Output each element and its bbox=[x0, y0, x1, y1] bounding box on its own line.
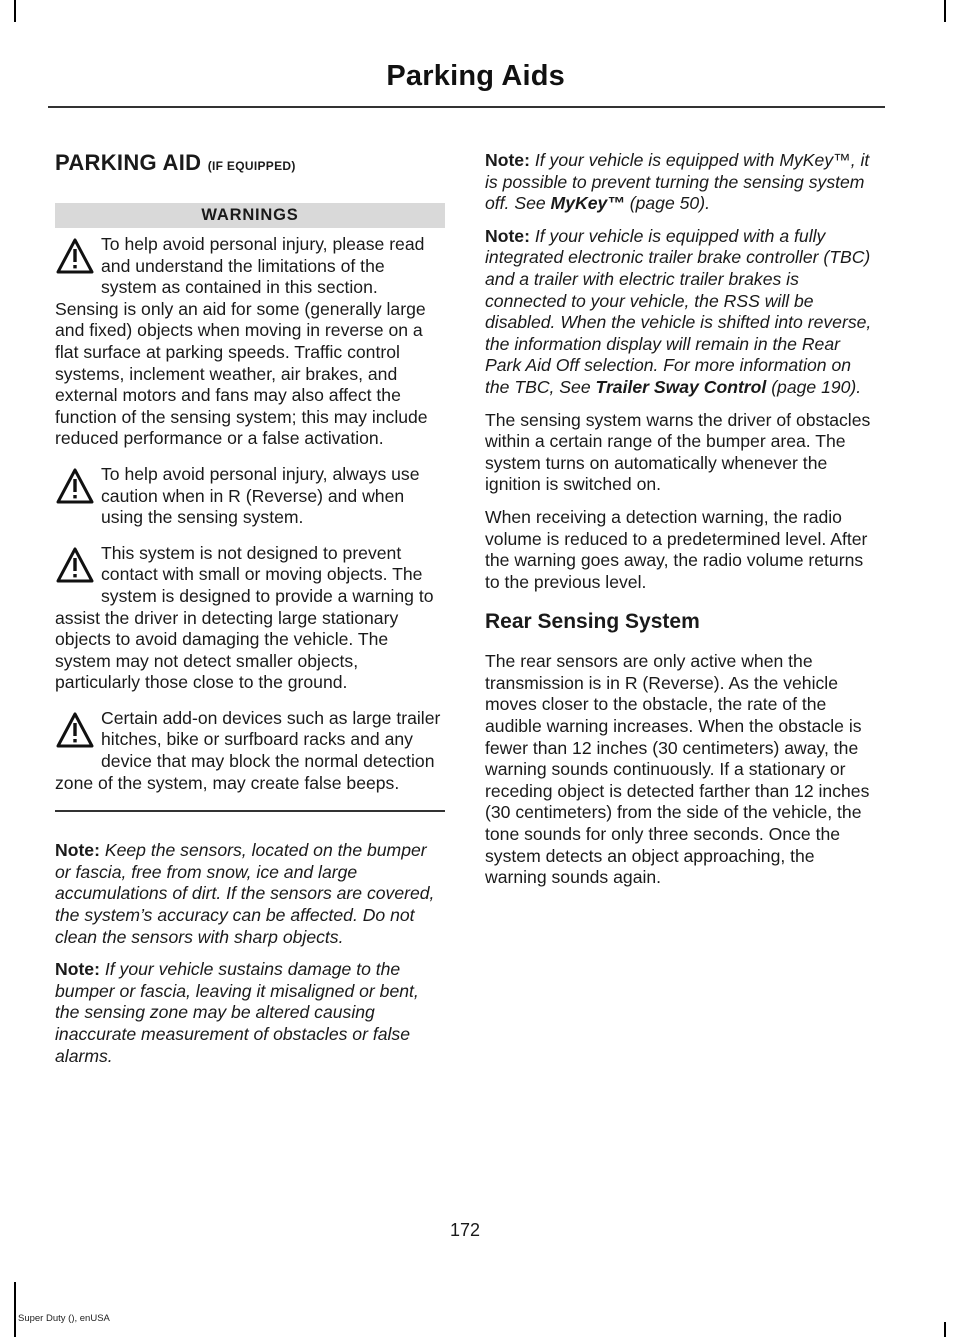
header-rule bbox=[48, 106, 885, 108]
paragraph-sensing-warns: The sensing system warns the driver of obstacles within a certain range of the bumper area. The system turns on automatically whenever the ignition is switched on. bbox=[485, 409, 871, 495]
left-column bbox=[55, 150, 445, 1067]
warnings-end-rule bbox=[55, 810, 445, 812]
note-label: Note: bbox=[485, 150, 530, 170]
mykey-link[interactable]: MyKey™ bbox=[550, 193, 625, 214]
warning-triangle-icon bbox=[55, 466, 101, 528]
note-label: Note: bbox=[55, 840, 100, 861]
warning-triangle-icon bbox=[55, 236, 101, 298]
note-text: Keep the sensors, located on the bumper or fascia, free from snow, ice and large accumulations of dirt. If the sensors are covered, the system’s accuracy can be affected. Do not clean the sensors with sharp objects. bbox=[55, 840, 435, 947]
warning-text: To help avoid personal injury, please read and understand the limitations of the system as contained in this section. Sensing is only an aid for some (generally large and fixed) objects when moving in reverse on a flat surface at parking speeds. Traffic control systems, inclement weather, air brakes, and external motors and fans may also affect the function of the sensing system; this may include reduced performance or a false activation. bbox=[55, 234, 428, 449]
page-ref: (page 50). bbox=[629, 193, 710, 214]
note-sensors-clean bbox=[55, 840, 445, 948]
warning-item bbox=[55, 708, 445, 794]
warning-triangle-icon bbox=[55, 545, 101, 607]
crop-mark-top-right bbox=[944, 0, 946, 22]
section-title-qualifier: (IF EQUIPPED) bbox=[207, 159, 296, 173]
warning-text: To help avoid personal injury, always use caution when in R (Reverse) and when using the sensing system. bbox=[101, 463, 420, 528]
page-number: 172 bbox=[449, 1220, 481, 1240]
note-label: Note: bbox=[485, 225, 530, 246]
warnings-header: WARNINGS bbox=[55, 203, 445, 228]
note-text: If your vehicle is equipped with a fully integrated electronic trailer brake controller (TBC) and a trailer with electric trailer brakes is connected to your vehicle, the RSS will be disabled. When the vehicle is shifted into reverse, the information display will remain in the Rear Park Aid Off selection. For more information on the TBC, See bbox=[485, 225, 872, 397]
warning-item bbox=[55, 464, 445, 529]
paragraph-rear-sensors: The rear sensors are only active when the transmission is in R (Reverse). As the vehicle moves closer to the obstacle, the rate of the audible warning increases. When the obstacle is fewer than 12 inches (30 centimeters) away, the warning sounds continuously. If a stationary or receding object is detected farther than 12 inches (30 centimeters) from the side of the vehicle, the tone sounds for only three seconds. Once the system detects an object approaching, the warning sounds again. bbox=[485, 651, 870, 888]
warning-text: Certain add-on devices such as large trailer hitches, bike or surfboard racks and any device that may block the normal detection zone of the system, may create false beeps. bbox=[55, 707, 441, 793]
section-title-text: PARKING AID bbox=[55, 150, 202, 175]
note-label: Note: bbox=[55, 959, 100, 980]
warning-item bbox=[55, 543, 445, 694]
crop-mark-bottom-right bbox=[944, 1322, 946, 1337]
page-ref: (page 190). bbox=[771, 376, 862, 397]
footer-text: Super Duty (), enUSA bbox=[18, 1313, 110, 1324]
note-sensor-damage bbox=[55, 959, 445, 1067]
right-column bbox=[485, 150, 880, 889]
section-title bbox=[55, 150, 445, 179]
note-text: If your vehicle sustains damage to the bumper or fascia, leaving it misaligned or bent, the sensing zone may be altered causing inaccurate measurement of obstacles or false alarms. bbox=[55, 959, 419, 1066]
crop-mark-top-left bbox=[14, 0, 16, 22]
warning-item bbox=[55, 234, 445, 450]
warning-text: This system is not designed to prevent contact with small or moving objects. The system is designed to provide a warning to assist the driver in detecting large stationary objects to avoid damaging the vehicle. The system may not detect smaller objects, particularly those close to the ground. bbox=[55, 542, 434, 693]
note-text: If your vehicle is equipped with MyKey™, it is possible to prevent turning the sensing system off. See bbox=[485, 150, 870, 214]
crop-mark-bottom-left bbox=[14, 1282, 16, 1337]
note-tbc bbox=[485, 226, 880, 399]
page-header-title: Parking Aids bbox=[386, 60, 565, 92]
paragraph-radio-volume: When receiving a detection warning, the radio volume is reduced to a predetermined level. After the warning goes away, the radio volume returns to the previous level. bbox=[485, 506, 868, 592]
warning-triangle-icon bbox=[55, 710, 101, 772]
subheading-rear-sensing: Rear Sensing System bbox=[485, 610, 700, 634]
note-mykey bbox=[485, 150, 880, 215]
trailer-sway-control-link[interactable]: Trailer Sway Control bbox=[595, 376, 767, 397]
